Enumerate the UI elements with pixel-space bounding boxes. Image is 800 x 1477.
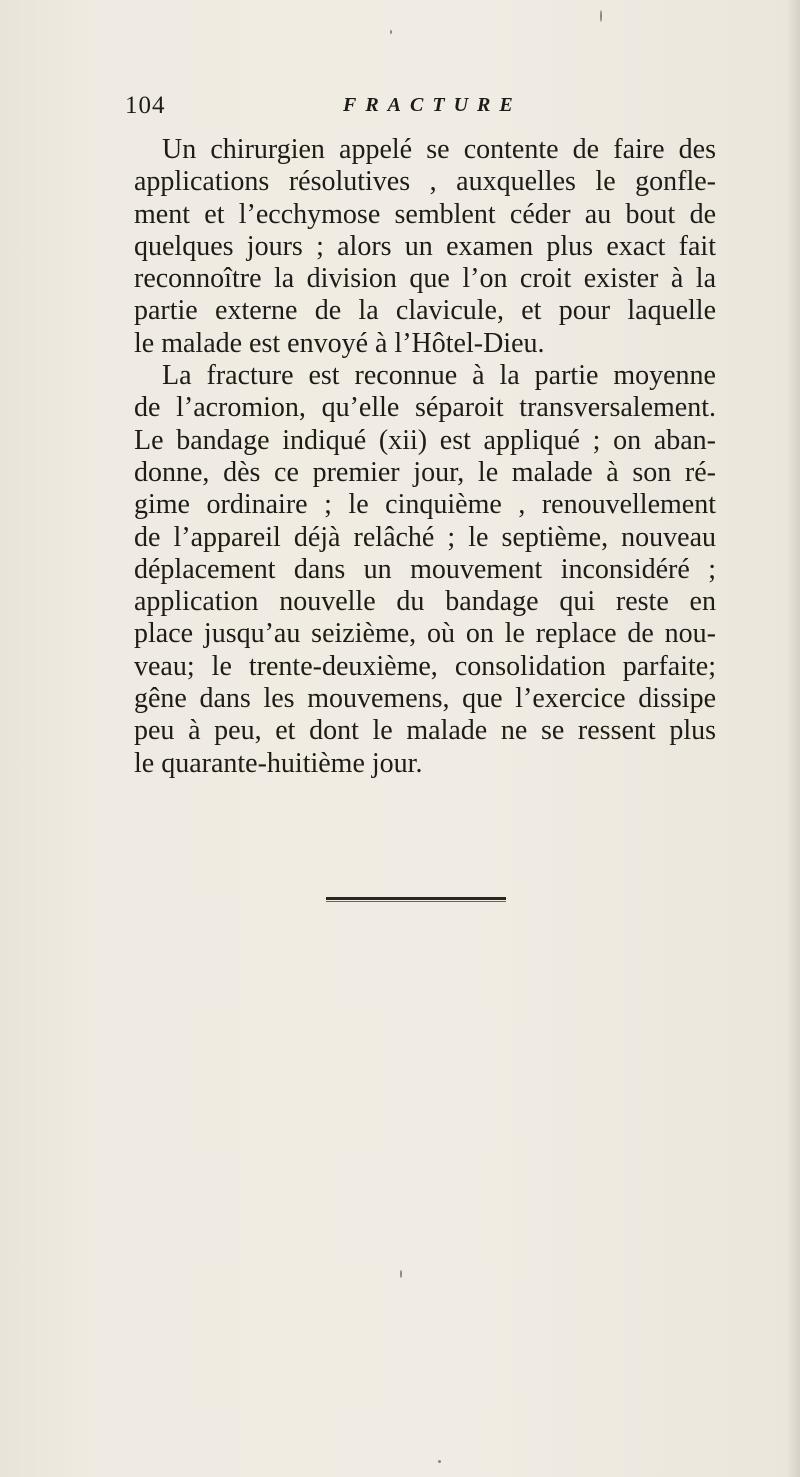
paragraph-1 [134,134,716,360]
paper-speck [600,10,602,22]
text-line: application nouvelle du bandage qui reste en [134,586,716,618]
running-title: FRACTURE [343,94,522,116]
paragraph-2 [134,360,716,780]
text-line: Un chirurgien appelé se contente de faire des [162,134,716,165]
text-line: gime ordinaire ; le cinquième , renouvellement [134,489,716,521]
text-line: applications résolutives , auxquelles le gonfle- [134,166,716,198]
text-line: Le bandage indiqué (xii) est appliqué ; on aban- [134,424,716,456]
paper-speck [390,30,392,34]
text-line: de l’acromion, qu’elle séparoit transversalement. [134,392,716,424]
text-line: peu à peu, et dont le malade ne se ressent plus [134,715,716,747]
paper-speck [438,1460,441,1463]
text-line: La fracture est reconnue à la partie moyenne [162,360,716,392]
text-line: veau; le trente-deuxième, consolidation parfaite; [134,650,716,682]
end-rule [326,897,506,900]
text-line: gêne dans les mouvemens, que l’exercice dissipe [134,683,716,715]
text-line: de l’appareil déjà relâché ; le septième, nouveau [134,521,716,553]
text-line: quelques jours ; alors un examen plus exact fait [134,230,716,262]
text-line: donne, dès ce premier jour, le malade à son ré- [134,456,716,488]
text-line: déplacement dans un mouvement inconsidéré ; [134,553,716,585]
text-line: ment et l’ecchymose semblent céder au bout de [134,198,716,230]
page-header [125,92,715,132]
text-line: partie externe de la clavicule, et pour laquelle [134,295,716,327]
text-line: place jusqu’au seizième, où on le replace de nou- [134,618,716,650]
text-line: reconnoître la division que l’on croit exister à la [134,263,716,295]
body-text [134,134,716,780]
page-edge-shadow [786,0,800,1477]
paper-speck [400,1270,402,1278]
text-line: le quarante-huitième jour. [134,747,423,779]
page-number: 104 [125,92,166,119]
text-line: le malade est envoyé à l’Hôtel-Dieu. [134,327,545,359]
